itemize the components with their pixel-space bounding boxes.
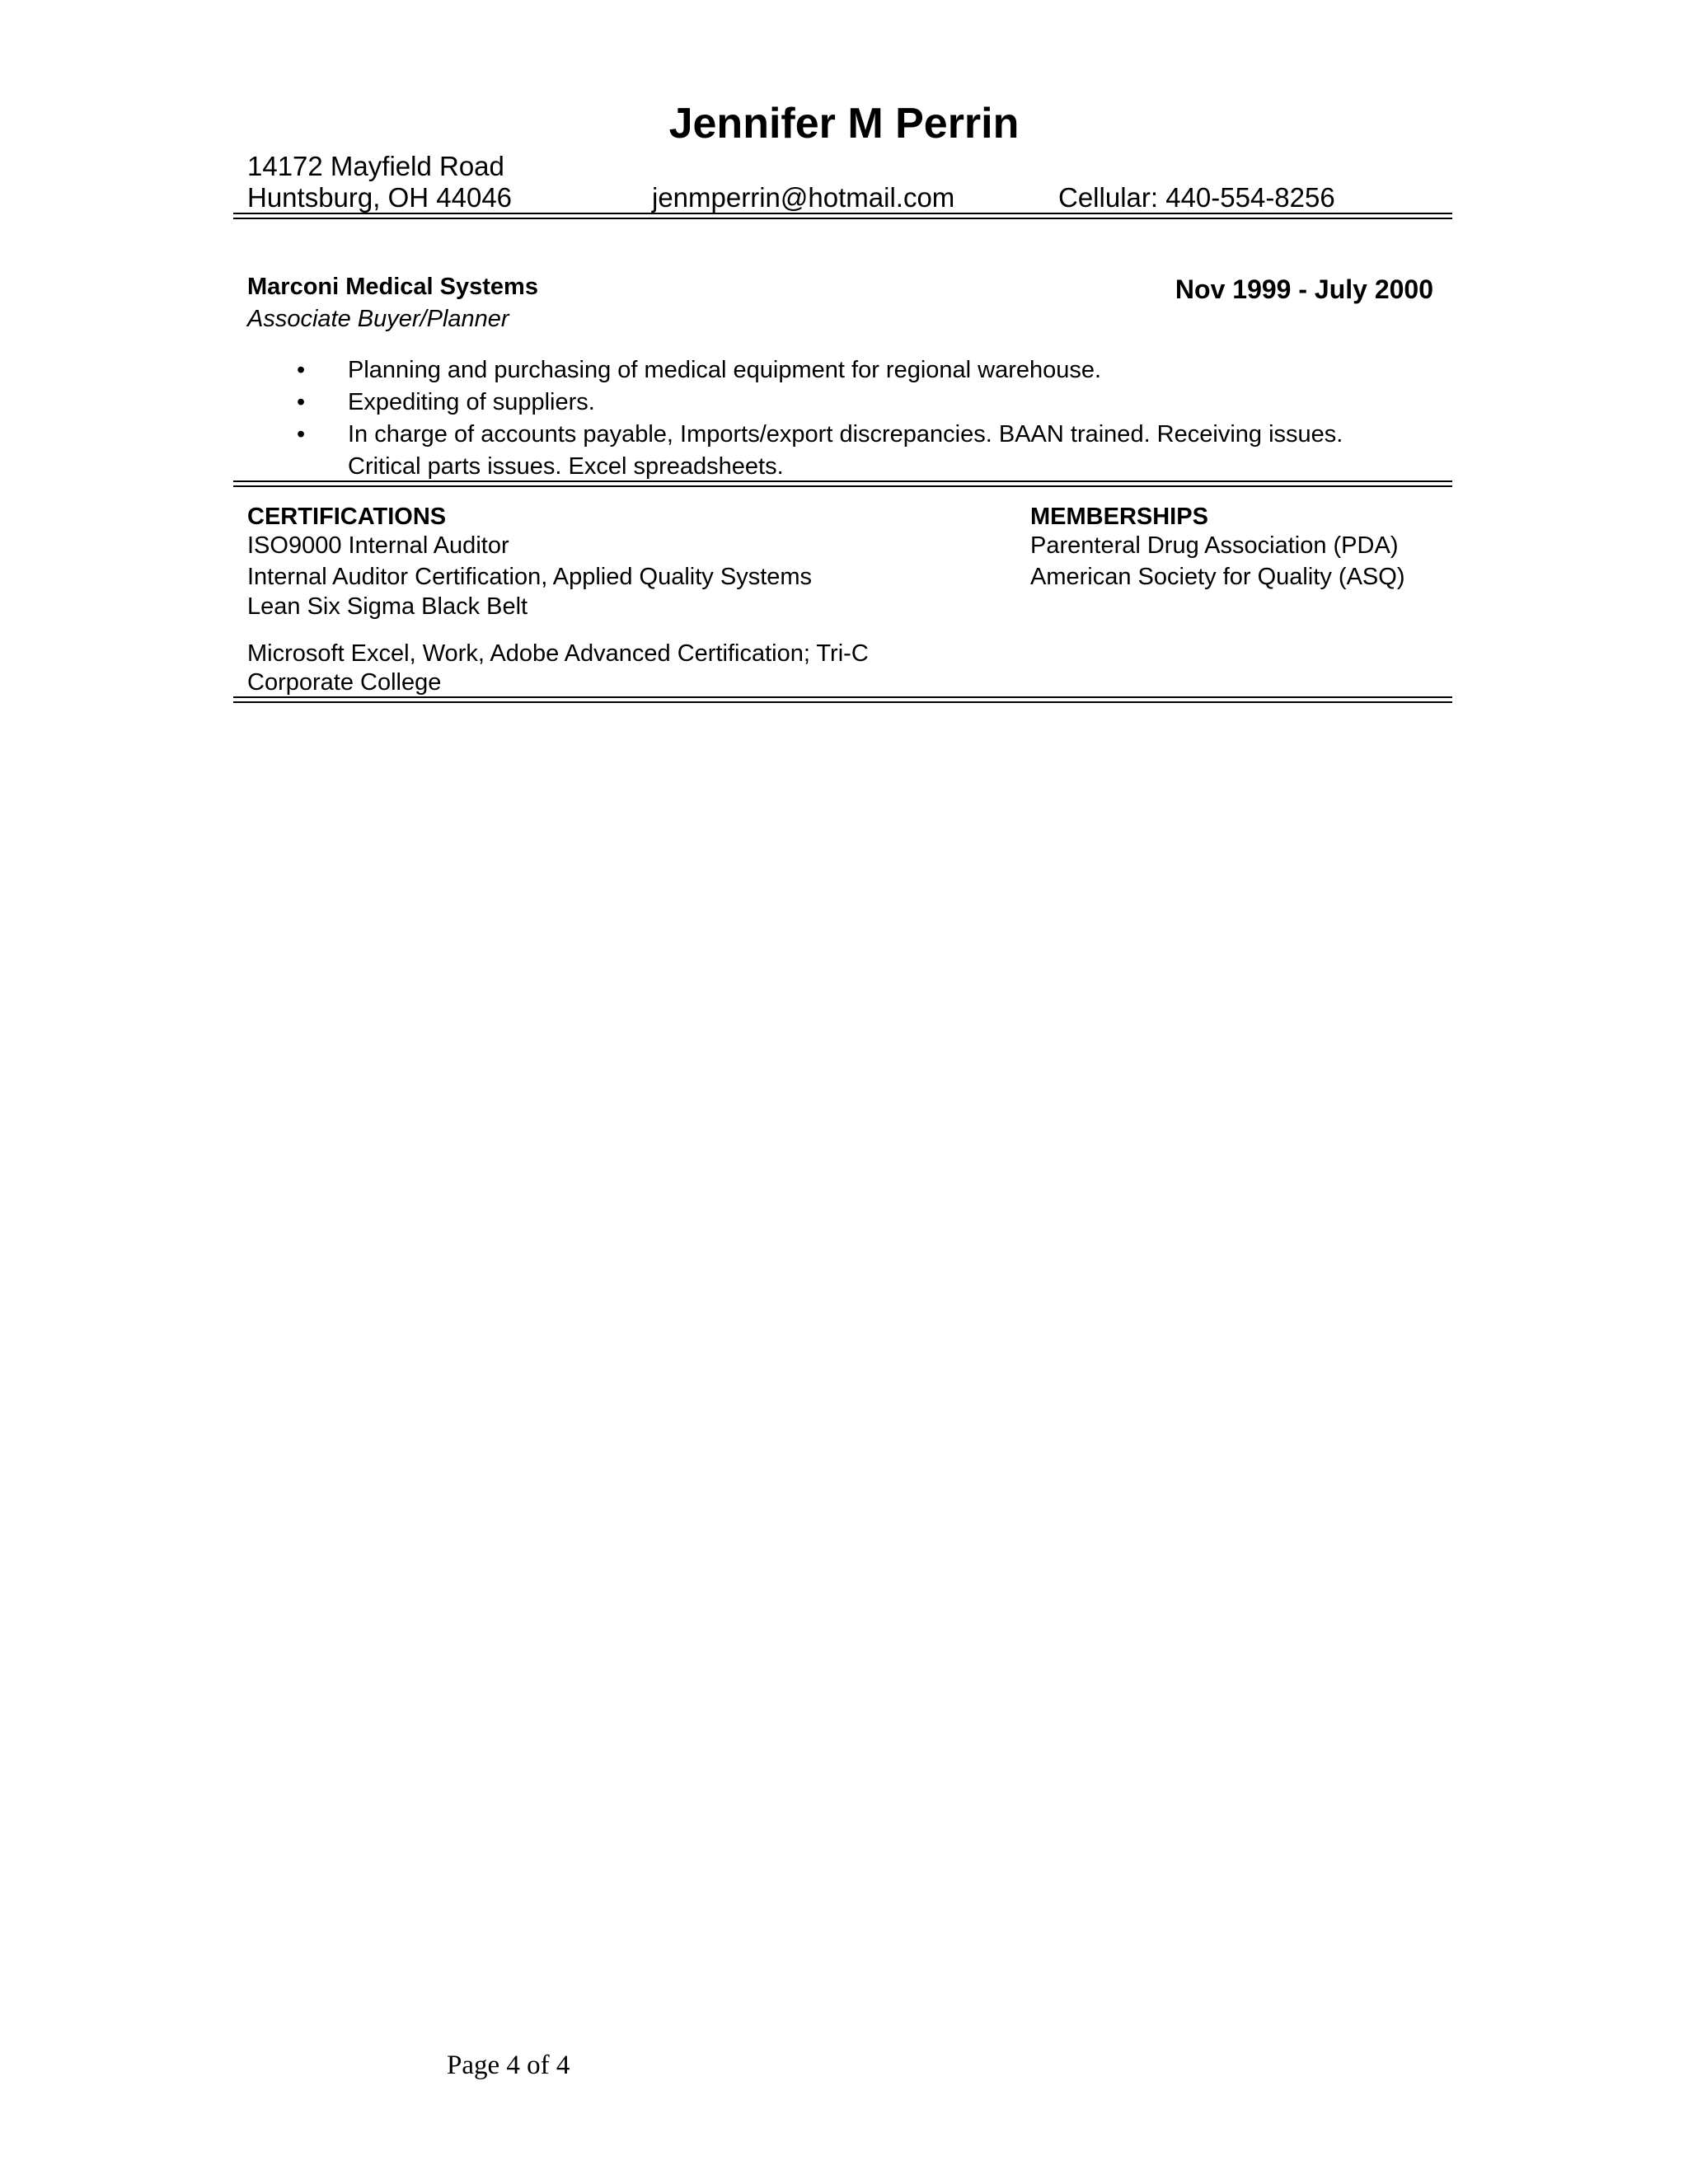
bullet-text: Planning and purchasing of medical equipment for regional warehouse. <box>348 357 1102 383</box>
certifications-divider-bottom <box>233 701 1452 703</box>
address-line-1: 14172 Mayfield Road <box>247 151 504 181</box>
email-address: jenmperrin@hotmail.com <box>652 182 955 213</box>
bullet-text-continued: Critical parts issues. Excel spreadsheets. <box>348 453 784 480</box>
bullet-dot: • <box>297 389 306 415</box>
certification-extra-line-2: Corporate College <box>247 669 442 696</box>
experience-bullet <box>293 419 1447 483</box>
membership-item: Parenteral Drug Association (PDA) <box>1030 532 1399 559</box>
experience-divider-top <box>233 480 1452 482</box>
experience-bullet-list <box>293 354 1447 483</box>
experience-bullet <box>293 387 1447 419</box>
page-number: Page 4 of 4 <box>447 2050 570 2080</box>
certification-item: Lean Six Sigma Black Belt <box>247 593 528 620</box>
company-name: Marconi Medical Systems <box>247 274 538 300</box>
bullet-text: In charge of accounts payable, Imports/export discrepancies. BAAN trained. Receiving issues. <box>348 421 1343 448</box>
certifications-heading: CERTIFICATIONS <box>247 504 447 530</box>
bullet-dot: • <box>297 357 306 383</box>
membership-item: American Society for Quality (ASQ) <box>1030 564 1405 590</box>
bullet-text: Expediting of suppliers. <box>348 389 595 415</box>
bullet-dot: • <box>297 421 306 448</box>
header-divider-bottom <box>233 218 1452 219</box>
experience-divider-bottom <box>233 485 1452 487</box>
phone-number: Cellular: 440-554-8256 <box>1058 182 1335 213</box>
memberships-heading: MEMBERSHIPS <box>1030 504 1208 530</box>
resume-name: Jennifer M Perrin <box>668 100 1020 148</box>
header-divider-top <box>233 213 1452 214</box>
experience-bullet <box>293 354 1447 387</box>
certification-item: ISO9000 Internal Auditor <box>247 532 509 559</box>
certification-extra-line-1: Microsoft Excel, Work, Adobe Advanced Certification; Tri-C <box>247 640 869 667</box>
certifications-divider-top <box>233 696 1452 698</box>
job-title: Associate Buyer/Planner <box>247 306 509 332</box>
address-line-2: Huntsburg, OH 44046 <box>247 182 513 213</box>
certification-item: Internal Auditor Certification, Applied Quality Systems <box>247 564 813 590</box>
employment-dates: Nov 1999 - July 2000 <box>1175 274 1433 304</box>
